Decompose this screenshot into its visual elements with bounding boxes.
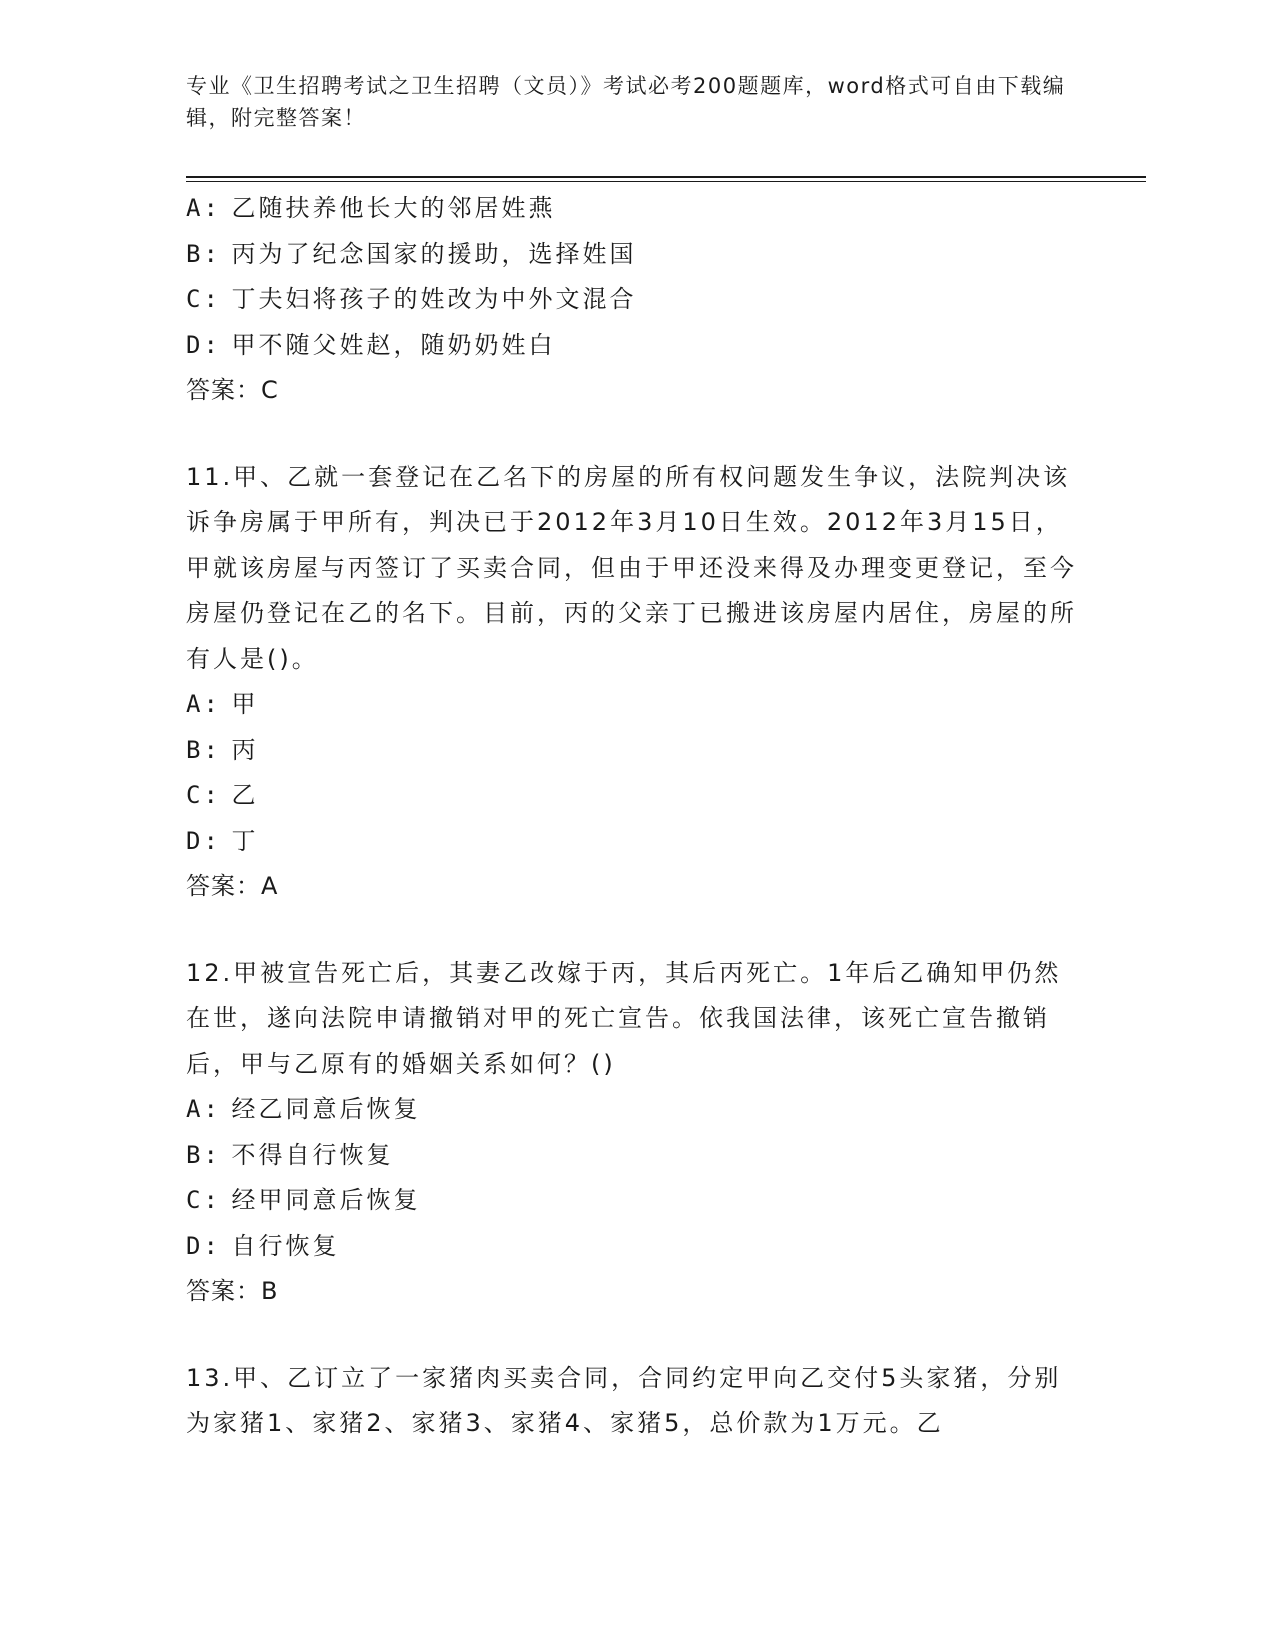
- option-label: A:: [186, 1095, 221, 1123]
- question-block-13: [186, 1356, 1086, 1447]
- option-label: D:: [186, 1231, 221, 1260]
- option-c: [186, 773, 1086, 819]
- option-label: A:: [186, 690, 221, 718]
- option-label: D:: [186, 826, 221, 855]
- option-text: 乙随扶养他长大的邻居姓燕: [231, 194, 556, 222]
- option-a: [186, 682, 1086, 728]
- header-divider-thin: [186, 181, 1146, 182]
- answer-line: 答案：C: [186, 376, 279, 404]
- option-d: [186, 323, 1086, 369]
- option-text: 不得自行恢复: [231, 1140, 394, 1169]
- option-text: 经乙同意后恢复: [231, 1095, 421, 1123]
- answer-line: 答案：A: [186, 872, 279, 900]
- option-label: B:: [186, 1140, 221, 1169]
- option-d: [186, 1224, 1086, 1270]
- option-c: [186, 277, 1086, 323]
- document-header: 专业《卫生招聘考试之卫生招聘（文员）》考试必考200题题库，word格式可自由下载编辑，附完整答案！: [186, 74, 1066, 130]
- option-text: 丁夫妇将孩子的姓改为中外文混合: [231, 285, 637, 313]
- option-b: [186, 1133, 1086, 1179]
- option-d: [186, 819, 1086, 865]
- option-a: [186, 186, 1086, 232]
- option-text: 自行恢复: [231, 1231, 340, 1260]
- option-text: 乙: [231, 781, 259, 809]
- spacer: [186, 910, 1086, 951]
- option-label: D:: [186, 330, 221, 359]
- question-block-12: [186, 951, 1086, 1315]
- option-text: 甲不随父姓赵，随奶奶姓白: [231, 330, 556, 359]
- option-label: B:: [186, 735, 221, 764]
- option-text: 甲: [231, 690, 259, 718]
- option-b: [186, 232, 1086, 278]
- spacer: [186, 414, 1086, 455]
- option-label: C:: [186, 1186, 221, 1214]
- document-body: [186, 186, 1086, 1447]
- option-label: C:: [186, 781, 221, 809]
- option-c: [186, 1178, 1086, 1224]
- option-b: [186, 728, 1086, 774]
- option-text: 丙: [231, 735, 259, 764]
- answer-line: 答案：B: [186, 1277, 279, 1305]
- question-block-11: [186, 455, 1086, 910]
- spacer: [186, 1315, 1086, 1356]
- option-a: [186, 1087, 1086, 1133]
- option-text: 丙为了纪念国家的援助，选择姓国: [231, 239, 637, 268]
- option-text: 经甲同意后恢复: [231, 1186, 421, 1214]
- option-label: B:: [186, 239, 221, 268]
- question-text: 13.甲、乙订立了一家猪肉买卖合同，合同约定甲向乙交付5头家猪，分别为家猪1、家猪2、家猪3、家猪4、家猪5，总价款为1万元。乙: [186, 1363, 1062, 1437]
- option-text: 丁: [231, 826, 259, 855]
- question-text: 11.甲、乙就一套登记在乙名下的房屋的所有权问题发生争议，法院判决该诉争房属于甲所有，判决已于2012年3月10日生效。2012年3月15日，甲就该房屋与丙签订了买卖合同，但由于甲还没来得及办理变更登记，至今房屋仍登记在乙的名下。目前，丙的父亲丁已搬进该房屋内居住，房屋的所有人是()。: [186, 462, 1077, 673]
- question-block-10: [186, 186, 1086, 414]
- header-divider: [186, 176, 1146, 178]
- option-label: C:: [186, 285, 221, 313]
- question-text: 12.甲被宣告死亡后，其妻乙改嫁于丙，其后丙死亡。1年后乙确知甲仍然在世，遂向法院申请撤销对甲的死亡宣告。依我国法律，该死亡宣告撤销后，甲与乙原有的婚姻关系如何？(): [186, 958, 1062, 1078]
- option-label: A:: [186, 194, 221, 222]
